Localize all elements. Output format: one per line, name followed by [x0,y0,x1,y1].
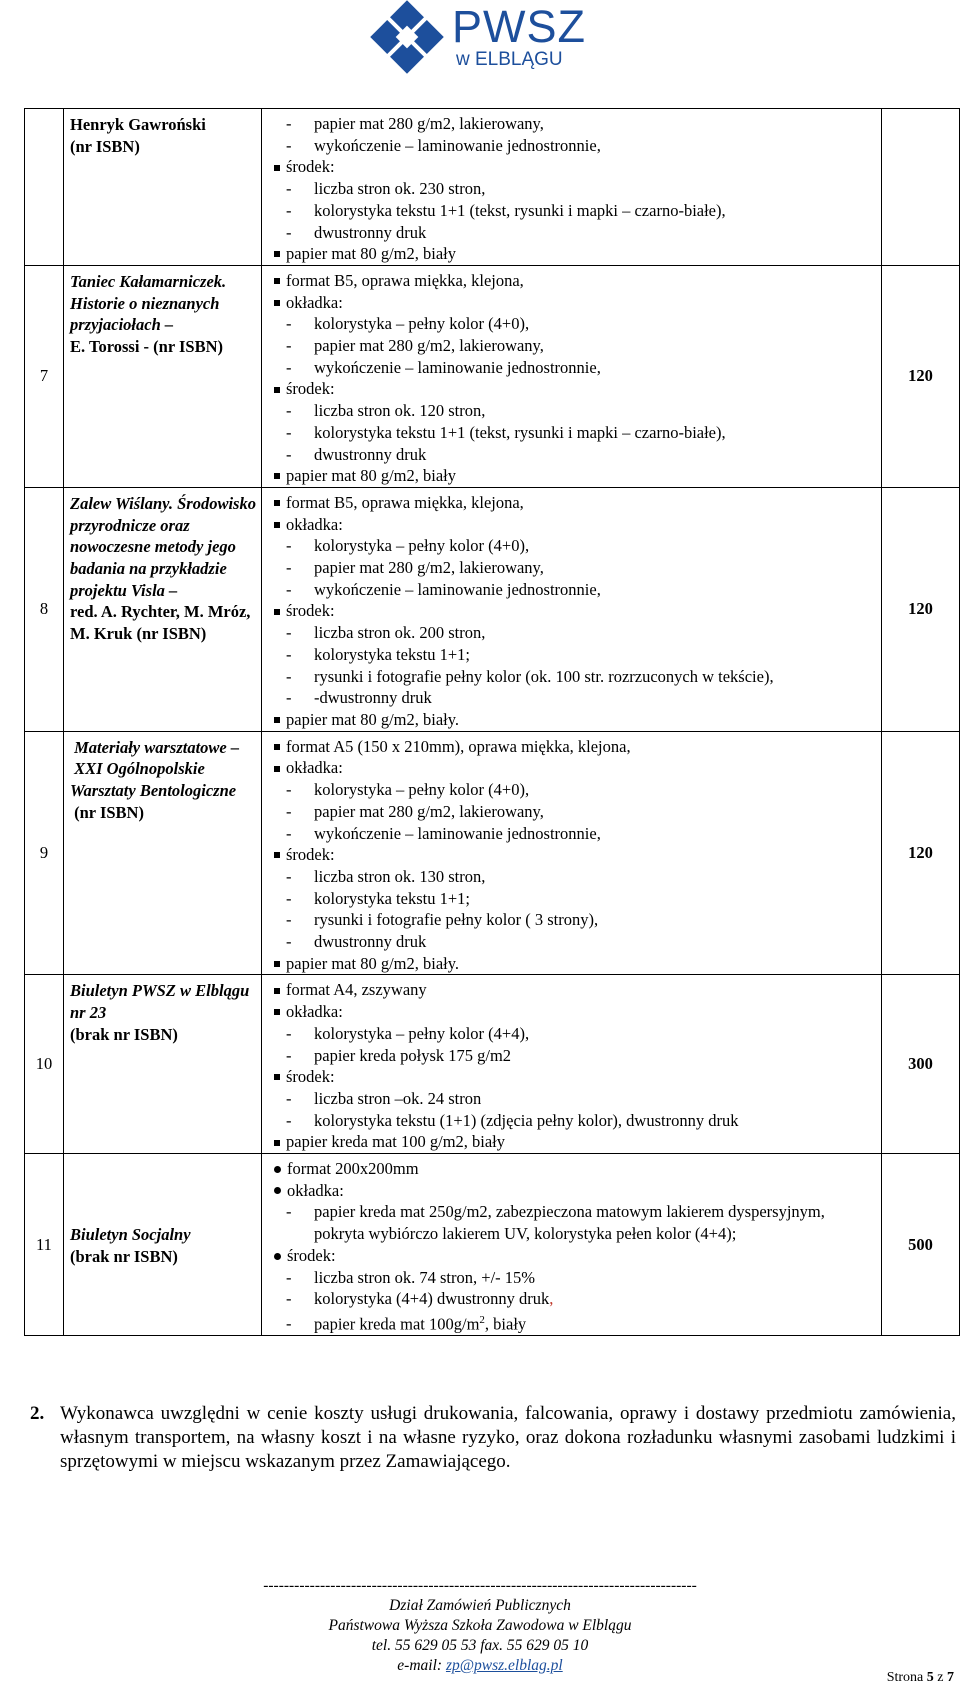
spec-item: - wykończenie – laminowanie jednostronnie, [272,579,881,601]
spec-item: - papier kreda połysk 175 g/m2 [272,1045,881,1067]
spec-item: - rysunki i fotografie pełny kolor ( 3 strony), [272,909,881,931]
spec-item: - dwustronny druk [272,931,881,953]
spec-item: - dwustronny druk [272,222,881,244]
spec-item: - kolorystyka tekstu 1+1; [272,644,881,666]
spec-item: - wykończenie – laminowanie jednostronnie, [272,357,881,379]
logo-caption: w ELBLĄGU [456,49,563,70]
spec-item: - liczba stron ok. 74 stron, +/- 15% [272,1267,881,1289]
spec-item: - papier kreda mat $100g/m^2$, biały [272,1310,881,1335]
spec-bullet: okładka: [272,757,881,779]
spec-item: - kolorystyka – pełny kolor (4+0), [272,779,881,801]
spec-item: - kolorystyka tekstu 1+1; [272,888,881,910]
spec-item: - papier mat 280 g/m2, lakierowany, [272,801,881,823]
spec-item: - liczba stron ok. 120 stron, [272,400,881,422]
spec-item: - liczba stron –ok. 24 stron [272,1088,881,1110]
table-row [25,731,960,975]
quantity: 500 [882,1154,960,1336]
row-number: 10 [25,975,64,1154]
paragraph-2 [30,1402,956,1474]
spec-bullet: format A5 (150 x 210mm), oprawa miękka, klejona, [272,736,881,758]
quantity [882,109,960,266]
footer-school: Państwowa Wyższa Szkoła Zawodowa w Elblągu [328,1617,632,1634]
paragraph-number: 2. [30,1403,45,1424]
specification-cell [262,1154,882,1336]
spec-item: - kolorystyka – pełny kolor (4+0), [272,313,881,335]
quantity: 120 [882,265,960,487]
specification-cell [262,109,882,266]
logo-wordmark: PWSZ [452,1,586,52]
specification-cell [262,731,882,975]
table-row [25,975,960,1154]
spec-item: - kolorystyka tekstu (1+1) (zdjęcia pełny kolor), dwustronny druk [272,1110,881,1132]
pwsz-logo [368,2,618,76]
publication-title: Taniec Kałamarniczek. Historie o nieznanych przyjaciołach – E. Torossi - (nr ISBN) [64,265,262,487]
publication-title: Zalew Wiślany. Środowisko przyrodnicze oraz nowoczesne metody jego badania na przykładzie projektu Visla – red. A. Rychter, M. Mróz, M. Kruk (nr ISBN) [64,487,262,731]
page-total: 7 [947,1670,954,1685]
footer-department: Dział Zamówień Publicznych [389,1597,571,1614]
spec-bullet: środek: [272,156,881,178]
spec-bullet: papier mat 80 g/m2, biały. [272,709,881,731]
publication-title: Materiały warsztatowe – XXI Ogólnopolskie Warsztaty Bentologiczne (nr ISBN) [64,731,262,975]
spec-item: - papier mat 280 g/m2, lakierowany, [272,113,881,135]
table-row [25,265,960,487]
spec-bullet: format A4, zszywany [272,979,881,1001]
footer [0,1576,960,1676]
footer-phone: tel. 55 629 05 53 fax. 55 629 05 10 [371,1637,589,1654]
specification-cell [262,975,882,1154]
spec-bullet: środek: [272,1066,881,1088]
specification-cell [262,487,882,731]
spec-bullet: papier mat 80 g/m2, biały [272,465,881,487]
spec-bullet: papier kreda mat 100 g/m2, biały [272,1131,881,1153]
row-number: 11 [25,1154,64,1336]
spec-item: - wykończenie – laminowanie jednostronnie, [272,135,881,157]
specification-cell [262,265,882,487]
spec-bullet: format 200x200mm [272,1158,881,1180]
spec-bullet: okładka: [272,1001,881,1023]
spec-item: - kolorystyka tekstu 1+1 (tekst, rysunki i mapki – czarno-białe), [272,422,881,444]
row-number: 7 [25,265,64,487]
publication-title: Biuletyn Socjalny (brak nr ISBN) [64,1154,262,1336]
spec-item: - wykończenie – laminowanie jednostronnie, [272,823,881,845]
row-number [25,109,64,266]
footer-email [0,1656,960,1676]
spec-bullet: środek: [272,844,881,866]
paragraph-text: Wykonawca uwzględni w cenie koszty usługi drukowania, falcowania, oprawy i dostawy przedmiotu zamówienia, własnym transportem, na własny koszt i na własne ryzyko, oraz dokona rozładunku własnymi zasobami ludzkimi i sprzętowymi w miejscu wskazanym przez Zamawiającego. [60,1403,956,1472]
quantity: 300 [882,975,960,1154]
quantity: 120 [882,731,960,975]
table-row [25,109,960,266]
spec-item: - dwustronny druk [272,444,881,466]
logo-mark-icon [368,0,446,76]
spec-bullet: papier mat 80 g/m2, biały [272,243,881,265]
table-row [25,1154,960,1336]
publication-title: Biuletyn PWSZ w Elblągu nr 23 (brak nr ISBN) [64,975,262,1154]
spec-bullet: format B5, oprawa miękka, klejona, [272,270,881,292]
spec-item: - liczba stron ok. 230 stron, [272,178,881,200]
spec-item: - papier kreda mat 250g/m2, zabezpieczona matowym lakierem dyspersyjnym, pokryta wybiórczo lakierem UV, kolorystyka pełen kolor (4+4); [272,1201,881,1244]
spec-item: - liczba stron ok. 200 stron, [272,622,881,644]
quantity: 120 [882,487,960,731]
spec-bullet: papier mat 80 g/m2, biały. [272,953,881,975]
specification-table [24,108,960,1336]
spec-bullet: środek: [272,378,881,400]
page-sep: z [933,1670,947,1685]
publication-title: Henryk Gawroński (nr ISBN) [64,109,262,266]
spec-bullet: format B5, oprawa miękka, klejona, [272,492,881,514]
spec-item: - papier mat 280 g/m2, lakierowany, [272,335,881,357]
spec-item: - kolorystyka – pełny kolor (4+0), [272,535,881,557]
footer-email-link[interactable]: zp@pwsz.elblag.pl [445,1657,563,1674]
spec-item: - rysunki i fotografie pełny kolor (ok. 100 str. rozrzuconych w tekście), [272,666,881,688]
page-current: 5 [926,1670,934,1685]
page-label: Strona [886,1670,927,1685]
spec-bullet: okładka: [272,292,881,314]
spec-bullet: środek: [272,1245,881,1267]
row-number: 9 [25,731,64,975]
row-number: 8 [25,487,64,731]
page-number [887,1670,954,1686]
spec-item: - papier mat 280 g/m2, lakierowany, [272,557,881,579]
spec-item: - kolorystyka (4+4) dwustronny druk, [272,1288,881,1310]
table-row [25,487,960,731]
spec-bullet: okładka: [272,514,881,536]
spec-bullet: okładka: [272,1180,881,1202]
spec-item: - -dwustronny druk [272,687,881,709]
spec-item: - kolorystyka – pełny kolor (4+4), [272,1023,881,1045]
spec-item: - kolorystyka tekstu 1+1 (tekst, rysunki i mapki – czarno-białe), [272,200,881,222]
spec-item: - liczba stron ok. 130 stron, [272,866,881,888]
footer-rule: ------------------------------------------------------------------------------------ [263,1577,697,1594]
spec-bullet: środek: [272,600,881,622]
footer-email-label: e-mail: [397,1657,446,1674]
